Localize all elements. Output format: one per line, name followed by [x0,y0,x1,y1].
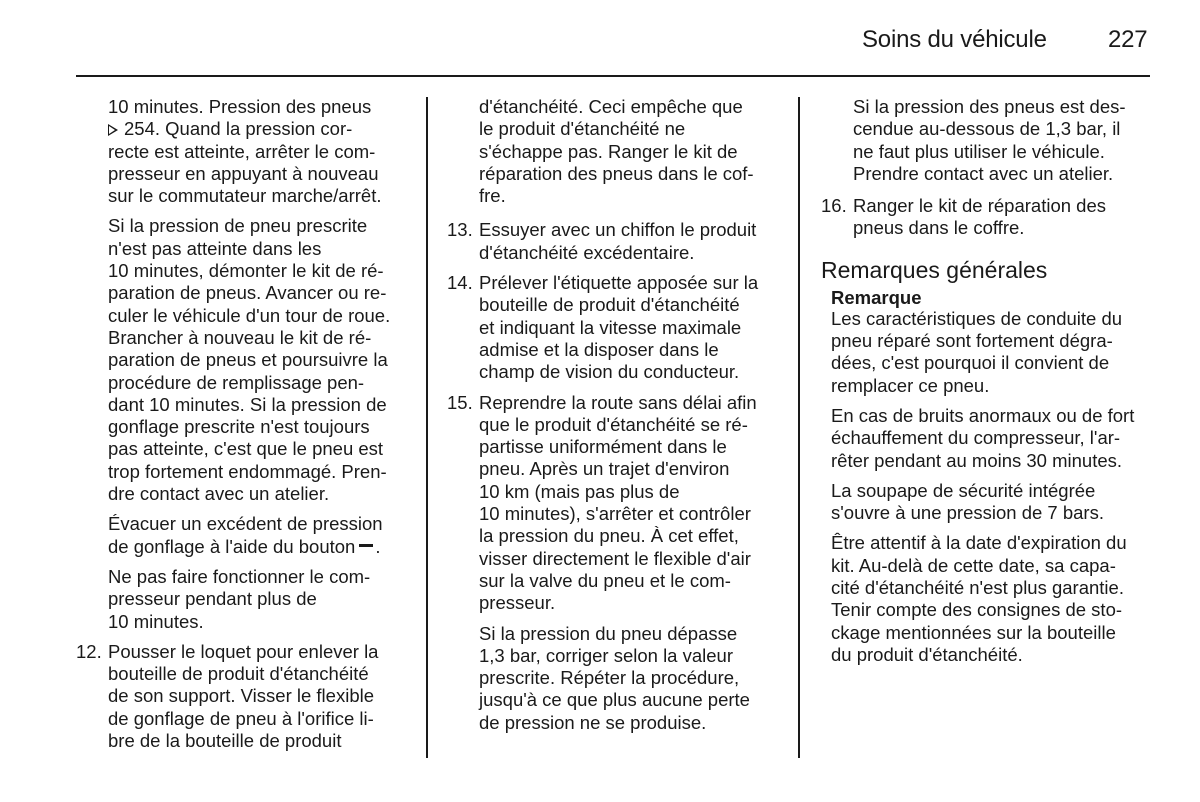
paragraph-line-text: de gonflage à l'aide du bouton [108,535,356,557]
list-item-text: Prélever l'étiquette apposée sur la bouteille de produit d'étanchéité et indiquant la vitesse maximale admise et la disposer dans le champ de vision du conducteur. [479,272,759,383]
paragraph-pressure-exceeds: Si la pression du pneu dépasse 1,3 bar, corriger selon la valeur prescrite. Répéter la procédure, jusqu'à ce que plus aucune perte de pression ne se produise. [479,622,750,733]
list-item-text: Ranger le kit de réparation des pneus dans le coffre. [853,195,1106,239]
paragraph-safety-valve: La soupape de sécurité intégrée s'ouvre à une pression de 7 bars. [831,479,1104,524]
page-number: 227 [1108,26,1148,53]
section-heading: Remarques générales [821,256,1048,283]
note-label: Remarque [831,286,922,308]
list-item-text: Pousser le loquet pour enlever la bouteille de produit d'étanchéité de son support. Visser le flexible de gonflage de pneu à l'orifice li- bre de la bouteille de produit [108,640,379,752]
list-item-text: Reprendre la route sans délai afin que le produit d'étanchéité se ré- partisse uniformément dans le pneu. Après un trajet d'environ 10 km (mais pas plus de 10 minutes), s'arrêter et contrôler la pression du pneu. À cet effet, visser directement le flexible d'air sur la valve du pneu et le com- presseur. [479,391,757,614]
paragraph-pressure-not-reached: Si la pression de pneu prescrite n'est pas atteinte dans les 10 minutes, démonter le kit de ré- paration de pneus. Avancer ou re- culer le véhicule d'un tour de roue. Brancher à nouveau le kit de ré- paration de pneus et poursuivre la procédure de remplissage pen- dant 10 minutes. Si la pression de gonflage prescrite n'est toujours pas atteinte, c'est que le pneu est trop fortement endommagé. Pren- dre contact avec un atelier. [108,215,391,505]
list-item-15 [447,392,787,615]
column-2 [447,96,787,742]
list-item-12 [76,641,412,752]
paragraph-noise: En cas de bruits anormaux ou de fort échauffement du compresseur, l'ar- rêter pendant au moins 30 minutes. [831,404,1135,471]
section-title: Soins du véhicule [862,26,1047,53]
list-item-number: 15. [447,391,473,413]
page-reference-icon [108,124,118,136]
paragraph-line [108,536,412,558]
paragraph-line: Évacuer un excédent de pression [108,513,383,535]
paragraph-line: 10 minutes. Pression des pneus [108,96,372,117]
note-text: Les caractéristiques de conduite du pneu réparé sont fortement dégra- dées, c'est pourquoi il convient de remplacer ce pneu. [831,307,1123,396]
column-divider-1 [426,97,428,758]
paragraph-max-runtime: Ne pas faire fonctionner le com- presseur pendant plus de 10 minutes. [108,565,371,632]
list-item-16 [821,195,1155,240]
list-item-text: Essuyer avec un chiffon le produit d'étanchéité excédentaire. [479,219,757,263]
paragraph-line [108,118,412,140]
minus-icon [359,544,373,547]
page-reference-text: 254. Quand la pression cor- [124,118,353,140]
list-item-14 [447,272,787,383]
column-1 [76,96,412,760]
paragraph-pressure-ok [76,96,412,207]
column-divider-2 [798,97,800,758]
paragraph-line-end: . [375,535,381,557]
column-3 [821,96,1155,674]
header-rule [76,75,1150,77]
paragraph-pressure-dropped: Si la pression des pneus est des- cendue au-dessous de 1,3 bar, il ne faut plus utiliser le véhicule. Prendre contact avec un atelier. [853,96,1126,184]
note-block [821,288,1155,666]
list-item-number: 12. [76,640,102,662]
paragraph-expiration: Être attentif à la date d'expiration du kit. Au-delà de cette date, sa capa- cité d'étanchéité n'est plus garantie. Tenir compte des consignes de sto- ckage mentionnées sur la bouteille du produit d'étanchéité. [831,532,1127,665]
list-item-number: 14. [447,272,473,294]
list-item-13 [447,219,787,264]
list-item-number: 13. [447,219,473,241]
paragraph-text: recte est atteinte, arrêter le com- presseur en appuyant à nouveau sur le commutateur marche/arrêt. [108,140,382,207]
paragraph-continuation: d'étanchéité. Ceci empêche que le produit d'étanchéité ne s'échappe pas. Ranger le kit de réparation des pneus dans le cof- fre. [479,96,754,207]
list-item-number: 16. [821,195,847,217]
paragraph-release-pressure [76,513,412,558]
